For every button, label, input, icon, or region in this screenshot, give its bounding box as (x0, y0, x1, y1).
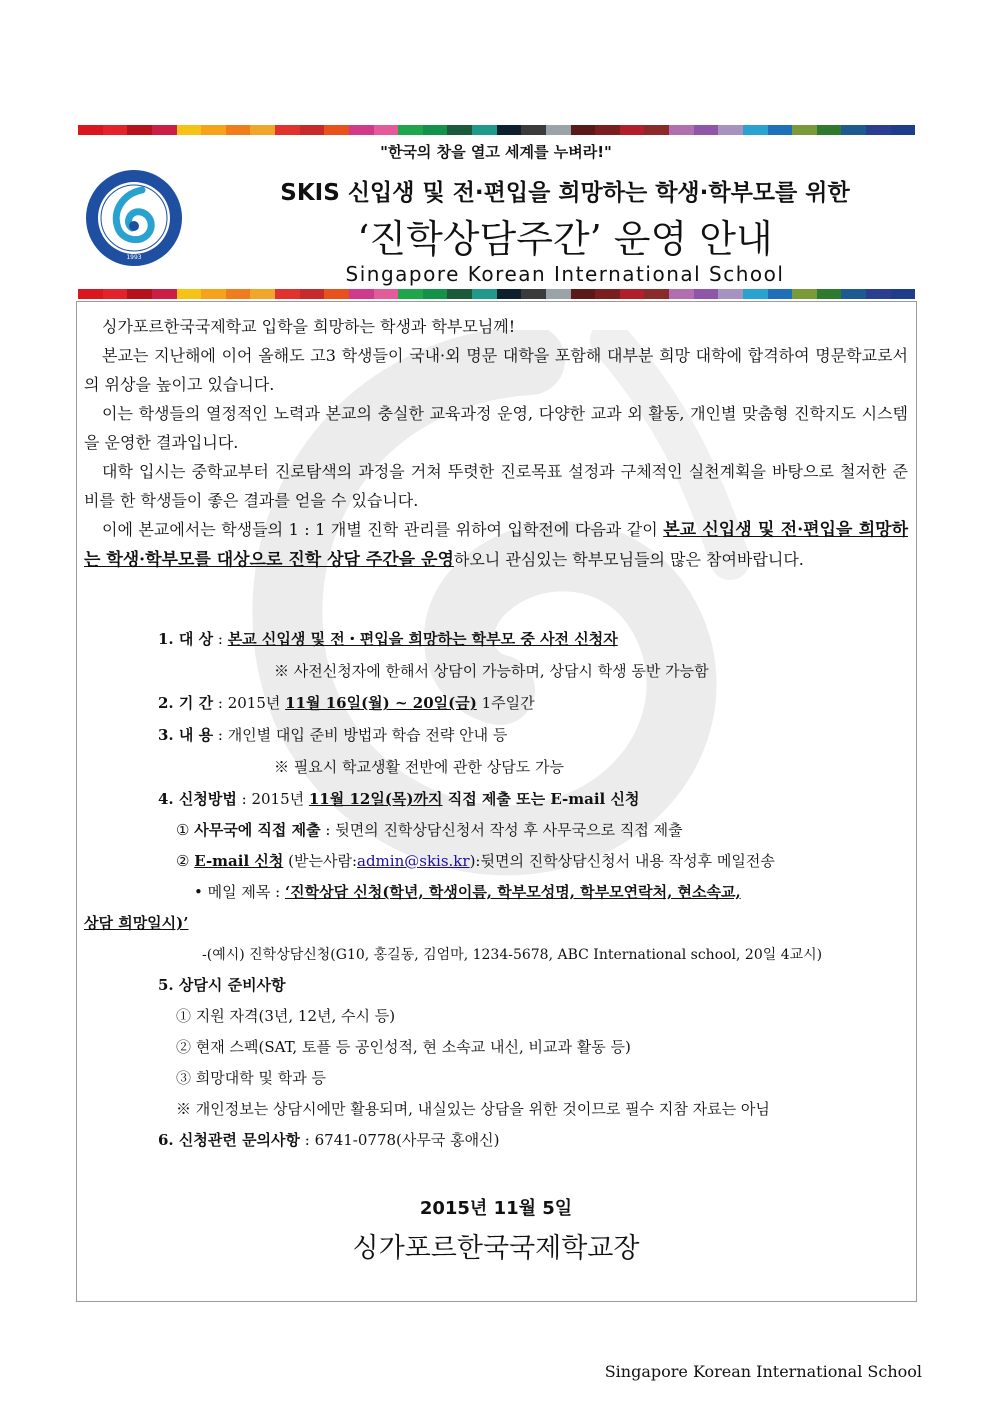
item-content-note: ※ 필요시 학교생활 전반에 관한 상담도 가능 (274, 758, 564, 776)
item-target: 1. 대 상 : 본교 신입생 및 전・편입을 희망하는 학부모 중 사전 신청자 (158, 630, 618, 648)
stripe-segment (177, 289, 202, 299)
stripe-segment (250, 125, 275, 135)
stripe-segment (768, 289, 793, 299)
stripe-segment (423, 289, 448, 299)
stripe-segment (669, 125, 694, 135)
stripe-segment (546, 289, 571, 299)
stripe-segment (891, 125, 916, 135)
stripe-segment (275, 125, 300, 135)
stripe-segment (398, 289, 423, 299)
stripe-segment (792, 125, 817, 135)
stripe-segment (817, 125, 842, 135)
stripe-segment (571, 289, 596, 299)
item-contact: 6. 신청관련 문의사항 : 6741-0778(사무국 홍애신) (158, 1131, 500, 1149)
stripe-segment (718, 289, 743, 299)
stripe-segment (521, 125, 546, 135)
stripe-segment (226, 125, 251, 135)
stripe-segment (349, 289, 374, 299)
stripe-segment (103, 289, 128, 299)
stripe-segment (398, 125, 423, 135)
stripe-segment (595, 125, 620, 135)
intro-paragraph: 이에 본교에서는 학생들의 1 : 1 개별 진학 관리를 위하여 입학전에 다음과 같이 본교 신입생 및 전·편입을 희망하는 학생·학부모를 대상으로 진학 상담 주간을 운영하오니 관심있는 학부모님들의 많은 참여바랍니다. (84, 520, 908, 570)
stripe-segment (250, 289, 275, 299)
stripe-segment (472, 125, 497, 135)
stripe-segment (743, 125, 768, 135)
stripe-segment (718, 125, 743, 135)
stripe-segment (472, 289, 497, 299)
header-subtitle: SKIS 신입생 및 전·편입을 희망하는 학생·학부모를 위한 (280, 180, 850, 206)
stripe-segment (300, 289, 325, 299)
stripe-segment (177, 125, 202, 135)
slogan: "한국의 창을 열고 세계를 누벼라!" (380, 143, 612, 161)
color-stripe-top (78, 125, 915, 135)
stripe-segment (226, 289, 251, 299)
page-title: ‘진학상담주간’ 운영 안내 (357, 217, 773, 261)
color-stripe-bottom (78, 289, 915, 299)
intro-paragraph: 본교는 지난해에 이어 올해도 고3 학생들이 국내·외 명문 대학을 포함해 대부분 희망 대학에 합격하여 명문학교로서의 위상을 높이고 있습니다. (84, 346, 908, 394)
stripe-segment (152, 289, 177, 299)
stripe-segment (620, 289, 645, 299)
stripe-segment (201, 289, 226, 299)
stripe-segment (792, 289, 817, 299)
stripe-segment (152, 125, 177, 135)
stripe-segment (275, 289, 300, 299)
stripe-segment (324, 289, 349, 299)
item-method-direct: ① 사무국에 직접 제출 : 뒷면의 진학상담신청서 작성 후 사무국으로 직접 제출 (176, 821, 683, 839)
stripe-segment (324, 125, 349, 135)
stripe-segment (841, 125, 866, 135)
stripe-segment (891, 289, 916, 299)
item-prepare: 5. 상담시 준비사항 (158, 976, 286, 994)
stripe-segment (300, 125, 325, 135)
stripe-segment (447, 289, 472, 299)
prepare-item: ① 지원 자격(3년, 12년, 수시 등) (176, 1007, 396, 1025)
item-method-email: ② E-mail 신청 (받는사람:admin@skis.kr):뒷면의 진학상담신청서 내용 작성후 메일전송 (176, 852, 775, 870)
stripe-segment (866, 289, 891, 299)
item-content: 3. 내 용 : 개인별 대입 준비 방법과 학습 전략 안내 등 (158, 726, 508, 744)
prepare-note: ※ 개인정보는 상담시에만 활용되며, 내실있는 상담을 위한 것이므로 필수 지참 자료는 아님 (176, 1100, 770, 1118)
logo-year: 1993 (126, 254, 142, 261)
stripe-segment (521, 289, 546, 299)
email-link[interactable]: admin@skis.kr (357, 852, 470, 870)
stripe-segment (374, 125, 399, 135)
stripe-segment (817, 289, 842, 299)
stripe-segment (669, 289, 694, 299)
stripe-segment (743, 289, 768, 299)
stripe-segment (447, 125, 472, 135)
stripe-segment (497, 125, 522, 135)
intro-paragraph: 이는 학생들의 열정적인 노력과 본교의 충실한 교육과정 운영, 다양한 교과 외 활동, 개인별 맞춤형 진학지도 시스템을 운영한 결과입니다. (84, 404, 908, 452)
stripe-segment (497, 289, 522, 299)
intro-text (84, 312, 908, 575)
item-method: 4. 신청방법 : 2015년 11월 12일(목)까지 직접 제출 또는 E-mail 신청 (158, 790, 640, 808)
issue-date: 2015년 11월 5일 (419, 1198, 573, 1219)
stripe-segment (127, 289, 152, 299)
stripe-segment (644, 289, 669, 299)
mail-subject: • 메일 제목 : ‘진학상담 신청(학년, 학생이름, 학부모성명, 학부모연락처, 현소속교, (194, 883, 741, 901)
footer-school: Singapore Korean International School (604, 1362, 922, 1381)
stripe-segment (620, 125, 645, 135)
stripe-segment (349, 125, 374, 135)
stripe-segment (78, 125, 103, 135)
stripe-segment (127, 125, 152, 135)
stripe-segment (595, 289, 620, 299)
stripe-segment (866, 125, 891, 135)
highlight-text: 본교 신입생 및 전·편입을 희망하는 학생·학부모를 대상으로 진학 상담 주간을 운영 (84, 520, 908, 570)
prepare-item: ② 현재 스펙(SAT, 토플 등 공인성적, 현 소속교 내신, 비교과 활동 등) (176, 1038, 631, 1056)
stripe-segment (571, 125, 596, 135)
item-period: 2. 기 간 : 2015년 11월 16일(월) ~ 20일(금) 1주일간 (158, 694, 535, 712)
principal-signature: 싱가포르한국국제학교장 (352, 1233, 640, 1264)
stripe-segment (644, 125, 669, 135)
school-name-en: Singapore Korean International School (345, 262, 785, 286)
mail-example: -(예시) 진학상담신청(G10, 홍길동, 김엄마, 1234-5678, ABC International school, 20일 4교시) (202, 947, 823, 963)
stripe-segment (103, 125, 128, 135)
prepare-item: ③ 희망대학 및 학과 등 (176, 1069, 326, 1087)
stripe-segment (546, 125, 571, 135)
intro-paragraph: 대학 입시는 중학교부터 진로탐색의 과정을 거쳐 뚜렷한 진로목표 설정과 구체적인 실천계획을 바탕으로 철저한 준비를 한 학생들이 좋은 결과를 얻을 수 있습니다. (84, 462, 908, 510)
school-logo (84, 168, 184, 268)
intro-greeting: 싱가포르한국국제학교 입학을 희망하는 학생과 학부모님께! (102, 317, 516, 336)
stripe-segment (201, 125, 226, 135)
stripe-segment (694, 125, 719, 135)
stripe-segment (694, 289, 719, 299)
stripe-segment (768, 125, 793, 135)
stripe-segment (841, 289, 866, 299)
stripe-segment (78, 289, 103, 299)
mail-subject-cont: 상담 희망일시)’ (84, 914, 189, 932)
stripe-segment (423, 125, 448, 135)
item-target-note: ※ 사전신청자에 한해서 상담이 가능하며, 상담시 학생 동반 가능함 (274, 662, 709, 680)
stripe-segment (374, 289, 399, 299)
